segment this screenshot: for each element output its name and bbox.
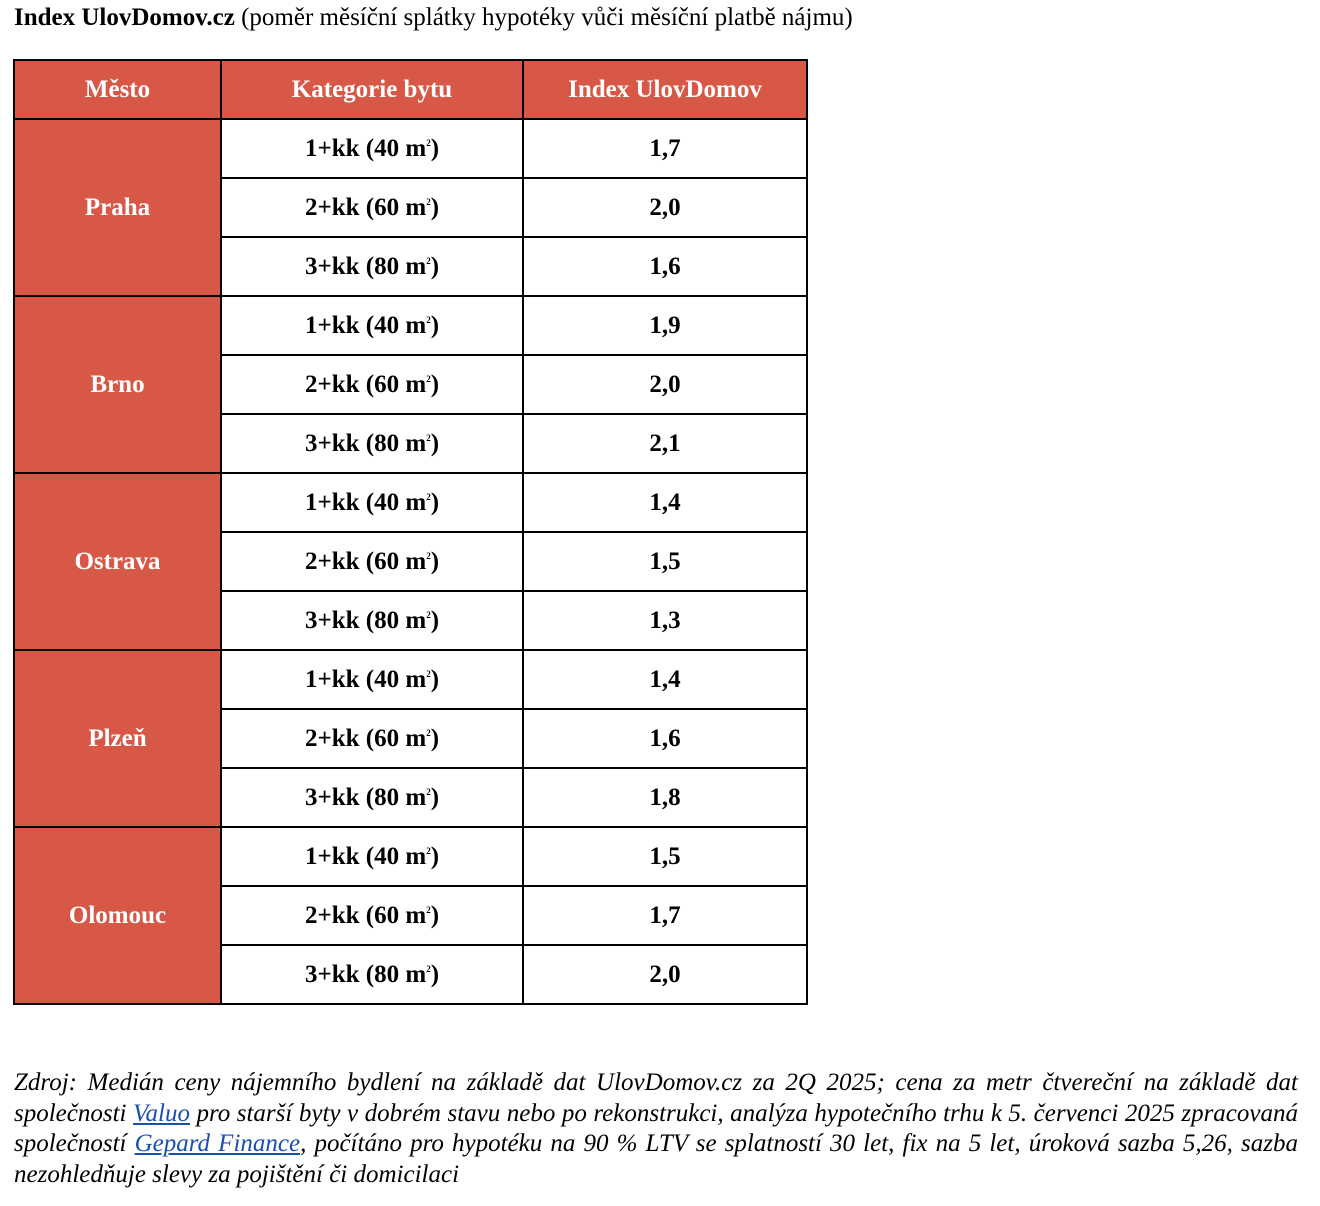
area-unit-superscript: 2 bbox=[426, 255, 431, 266]
area-unit: m bbox=[405, 606, 427, 634]
area-unit: m bbox=[405, 193, 427, 221]
category-cell: 2+kk (60 $m^2$) bbox=[221, 178, 523, 237]
area-unit: m bbox=[405, 901, 427, 929]
area-unit: m bbox=[405, 370, 427, 398]
area-unit-superscript: 2 bbox=[426, 432, 431, 443]
category-label: 1+kk (40 bbox=[304, 488, 400, 516]
index-value-cell: 2,0 bbox=[523, 945, 807, 1004]
category-label: 3+kk (80 bbox=[304, 252, 400, 280]
area-unit-superscript: 2 bbox=[426, 196, 431, 207]
category-cell: 1+kk (40 $m^2$) bbox=[221, 473, 523, 532]
category-label: 2+kk (60 bbox=[304, 901, 400, 929]
index-value-cell: 2,0 bbox=[523, 178, 807, 237]
category-cell: 2+kk (60 $m^2$) bbox=[221, 886, 523, 945]
area-unit: m bbox=[405, 311, 427, 339]
area-unit: m bbox=[405, 252, 427, 280]
index-value-cell: 2,0 bbox=[523, 355, 807, 414]
area-unit-superscript: 2 bbox=[426, 963, 431, 974]
area-unit-superscript: 2 bbox=[426, 727, 431, 738]
category-label: 2+kk (60 bbox=[304, 547, 400, 575]
category-label: 3+kk (80 bbox=[304, 960, 400, 988]
source-text-2: pro starší byty v dobrém stavu nebo po rekonstrukci, analýza hypotečního trhu k 5. červenci 2025 zpracovaná společností bbox=[14, 1099, 1298, 1157]
category-label: 2+kk (60 bbox=[304, 370, 400, 398]
category-cell: 1+kk (40 $m^2$) bbox=[221, 827, 523, 886]
category-cell: 3+kk (80 $m^2$) bbox=[221, 591, 523, 650]
index-value-cell: 1,9 bbox=[523, 296, 807, 355]
category-label: 3+kk (80 bbox=[304, 783, 400, 811]
source-text-3: , počítáno pro hypotéku na 90 % LTV se splatností 30 let, fix na 5 let, úroková sazba 5,26, sazba nezohledňuje slevy za pojištění či domicilaci bbox=[14, 1130, 1298, 1188]
header-category: Kategorie bytu bbox=[221, 60, 523, 119]
index-value-cell: 1,6 bbox=[523, 709, 807, 768]
category-cell: 2+kk (60 $m^2$) bbox=[221, 532, 523, 591]
source-note bbox=[14, 1068, 1298, 1190]
category-cell: 2+kk (60 $m^2$) bbox=[221, 355, 523, 414]
header-index: Index UlovDomov bbox=[523, 60, 807, 119]
header-city: Město bbox=[14, 60, 221, 119]
index-value-cell: 1,4 bbox=[523, 473, 807, 532]
area-unit-superscript: 2 bbox=[426, 314, 431, 325]
category-label: 1+kk (40 bbox=[304, 665, 400, 693]
valuo-link[interactable]: Valuo bbox=[133, 1099, 190, 1127]
title-brand: Index UlovDomov.cz bbox=[14, 4, 235, 31]
table-row bbox=[14, 296, 807, 355]
category-cell: 3+kk (80 $m^2$) bbox=[221, 237, 523, 296]
category-label: 2+kk (60 bbox=[304, 724, 400, 752]
category-label: 1+kk (40 bbox=[304, 842, 400, 870]
area-unit: m bbox=[405, 488, 427, 516]
category-cell: 2+kk (60 $m^2$) bbox=[221, 709, 523, 768]
area-unit-superscript: 2 bbox=[426, 668, 431, 679]
area-unit-superscript: 2 bbox=[426, 609, 431, 620]
gepard-finance-link[interactable]: Gepard Finance bbox=[134, 1130, 301, 1157]
table-row bbox=[14, 650, 807, 709]
area-unit-superscript: 2 bbox=[426, 373, 431, 384]
category-cell: 3+kk (80 $m^2$) bbox=[221, 768, 523, 827]
title-subtitle: (poměr měsíční splátky hypotéky vůči měsíční platbě nájmu) bbox=[241, 4, 853, 31]
city-cell: Praha bbox=[14, 119, 221, 296]
area-unit: m bbox=[405, 429, 427, 457]
page-title bbox=[14, 2, 853, 34]
area-unit: m bbox=[405, 724, 427, 752]
table-row bbox=[14, 119, 807, 178]
category-label: 3+kk (80 bbox=[304, 606, 400, 634]
city-cell: Brno bbox=[14, 296, 221, 473]
area-unit: m bbox=[405, 134, 427, 162]
table-row bbox=[14, 473, 807, 532]
area-unit-superscript: 2 bbox=[426, 550, 431, 561]
area-unit: m bbox=[405, 665, 427, 693]
city-cell: Ostrava bbox=[14, 473, 221, 650]
area-unit-superscript: 2 bbox=[426, 491, 431, 502]
city-cell: Olomouc bbox=[14, 827, 221, 1004]
area-unit-superscript: 2 bbox=[426, 904, 431, 915]
city-cell: Plzeň bbox=[14, 650, 221, 827]
table-header-row bbox=[14, 60, 807, 119]
index-value-cell: 2,1 bbox=[523, 414, 807, 473]
index-value-cell: 1,3 bbox=[523, 591, 807, 650]
area-unit-superscript: 2 bbox=[426, 845, 431, 856]
index-value-cell: 1,4 bbox=[523, 650, 807, 709]
category-cell: 1+kk (40 $m^2$) bbox=[221, 650, 523, 709]
category-label: 2+kk (60 bbox=[304, 193, 400, 221]
category-cell: 3+kk (80 $m^2$) bbox=[221, 945, 523, 1004]
category-cell: 3+kk (80 $m^2$) bbox=[221, 414, 523, 473]
index-value-cell: 1,5 bbox=[523, 532, 807, 591]
category-cell: 1+kk (40 $m^2$) bbox=[221, 296, 523, 355]
table-row bbox=[14, 827, 807, 886]
index-table bbox=[13, 59, 808, 1005]
area-unit: m bbox=[405, 842, 427, 870]
area-unit-superscript: 2 bbox=[426, 137, 431, 148]
category-label: 3+kk (80 bbox=[304, 429, 400, 457]
index-value-cell: 1,8 bbox=[523, 768, 807, 827]
table-body bbox=[14, 119, 807, 1004]
source-text-1: Zdroj: Medián ceny nájemního bydlení na základě dat UlovDomov.cz za 2Q 2025; cena za metr čtvereční na základě dat společnosti bbox=[14, 1069, 1298, 1127]
area-unit: m bbox=[405, 960, 427, 988]
category-label: 1+kk (40 bbox=[304, 311, 400, 339]
index-value-cell: 1,5 bbox=[523, 827, 807, 886]
index-value-cell: 1,6 bbox=[523, 237, 807, 296]
index-value-cell: 1,7 bbox=[523, 886, 807, 945]
area-unit: m bbox=[405, 547, 427, 575]
category-label: 1+kk (40 bbox=[304, 134, 400, 162]
area-unit-superscript: 2 bbox=[426, 786, 431, 797]
index-value-cell: 1,7 bbox=[523, 119, 807, 178]
area-unit: m bbox=[405, 783, 427, 811]
category-cell: 1+kk (40 $m^2$) bbox=[221, 119, 523, 178]
